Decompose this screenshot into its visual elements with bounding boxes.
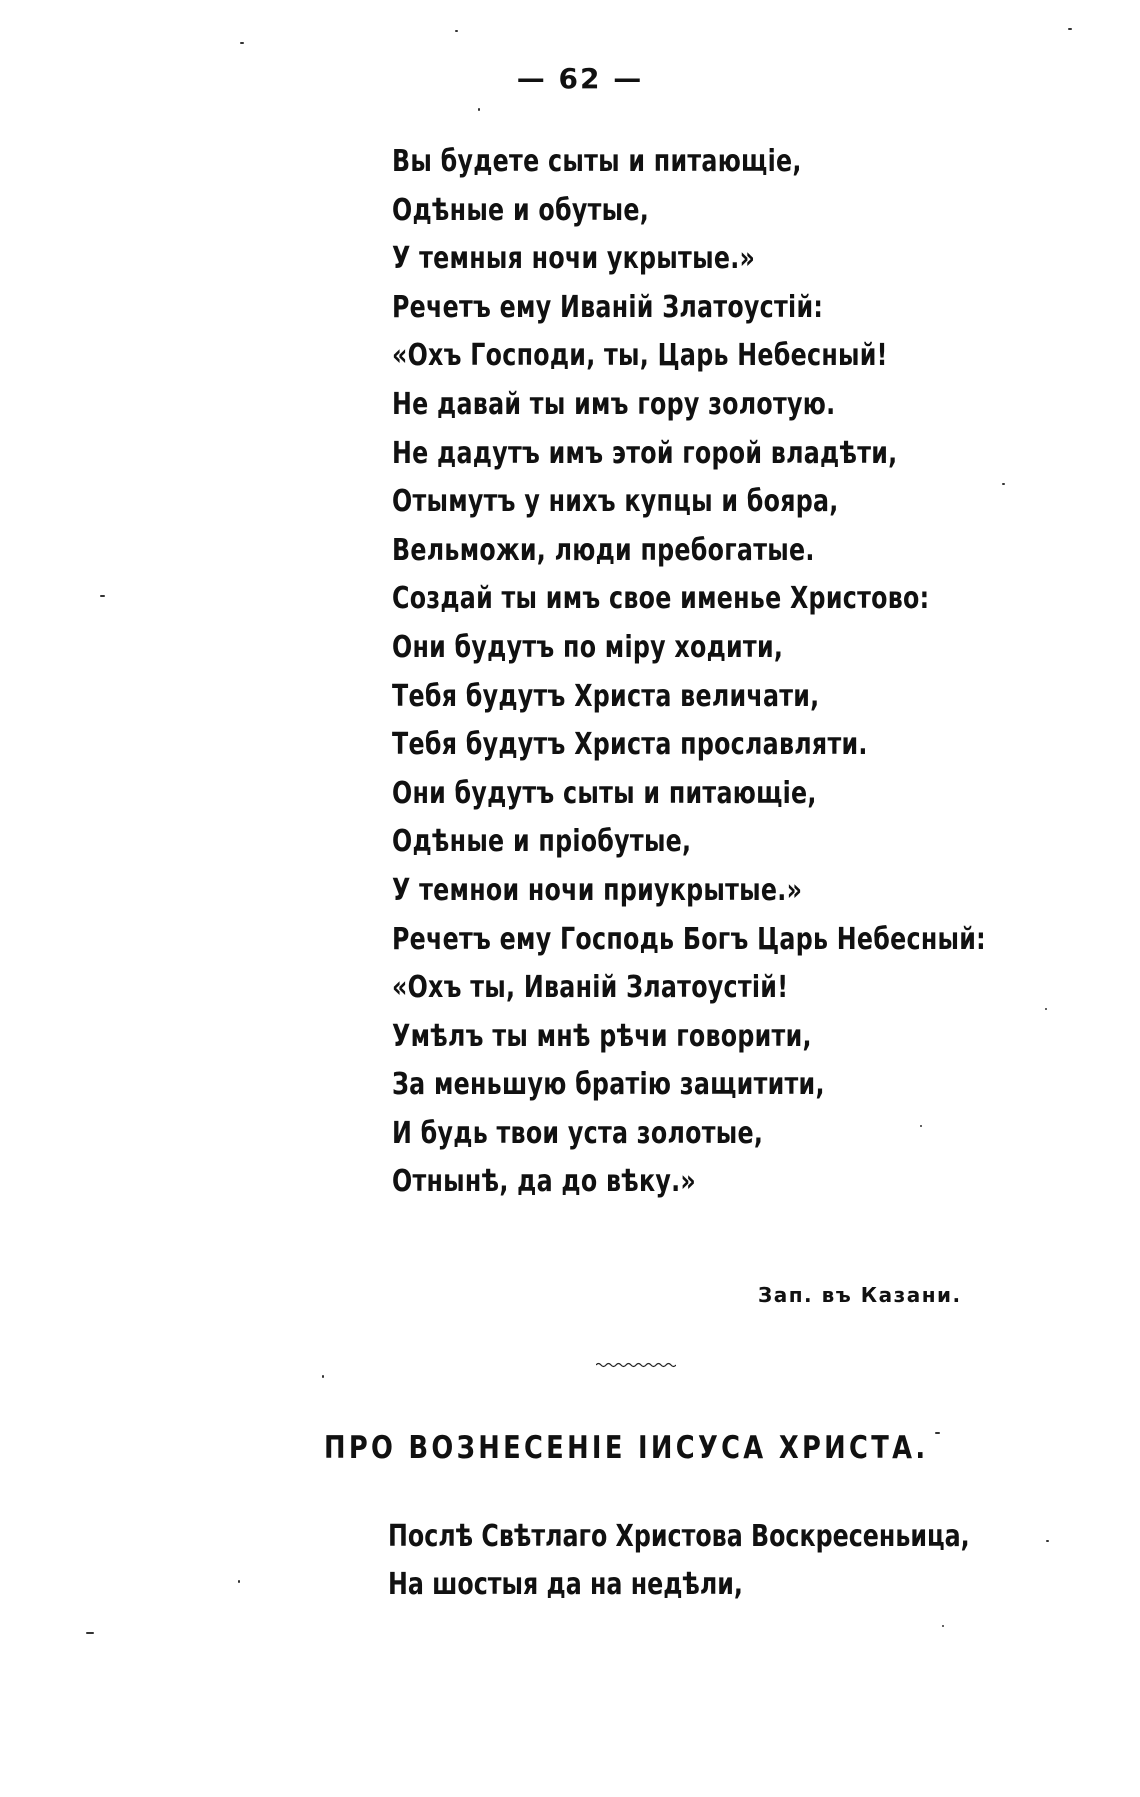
verse-line: Тебя будутъ Христа прославляти. (392, 727, 868, 763)
source-attribution: Зап. въ Казани. (758, 1283, 962, 1307)
verse-line: Одѣные и пріобутые, (392, 824, 692, 860)
verse-line: Создай ты имъ свое именье Христово: (392, 581, 930, 617)
scan-speck (1045, 1008, 1047, 1010)
verse-line: Не давай ты имъ гору золотую. (392, 386, 836, 422)
scan-speck (942, 1625, 944, 1627)
page-number: — 62 — (516, 62, 644, 95)
verse-line: Умѣлъ ты мнѣ рѣчи говорити, (392, 1018, 812, 1054)
wavy-divider (596, 1362, 676, 1368)
verse-line: Отымутъ у нихъ купцы и бояра, (392, 484, 839, 520)
verse-line: У темныя ночи укрытые.» (392, 241, 756, 277)
verse-line: На шостыя да на недѣли, (388, 1567, 743, 1602)
scan-speck (86, 1632, 94, 1634)
verse-line: Отнынѣ, да до вѣку.» (392, 1164, 697, 1200)
verse-line: Не дадутъ имъ этой горой владѣти, (392, 435, 898, 471)
scan-speck (478, 108, 480, 111)
verse-line: Тебя будутъ Христа величати, (392, 678, 820, 714)
scan-speck (1046, 1540, 1049, 1542)
section-heading: ПРО ВОЗНЕСЕНІЕ ІИСУСА ХРИСТА. (324, 1430, 929, 1466)
poem-verse-block (392, 138, 1067, 1207)
verse-line: Речетъ ему Иваній Златоустій: (392, 289, 824, 325)
scan-speck (920, 1125, 922, 1127)
verse-line: У темнои ночи приукрытые.» (392, 872, 803, 908)
scan-speck (238, 1580, 240, 1583)
scan-speck (1068, 28, 1072, 30)
poem-verse-block-2 (388, 1513, 1049, 1609)
verse-line: За меньшую братію защитити, (392, 1067, 825, 1103)
verse-line: Они будутъ по міру ходити, (392, 629, 784, 665)
verse-line: Вельможи, люди пребогатые. (392, 532, 815, 568)
verse-line: Одѣные и обутые, (392, 192, 650, 228)
verse-line: Вы будете сыты и питающіе, (392, 144, 802, 179)
scan-speck (935, 1432, 940, 1434)
scan-speck (322, 1375, 324, 1378)
verse-line: Они будутъ сыты и питающіе, (392, 775, 817, 811)
scan-speck (1002, 483, 1005, 485)
verse-line: Послѣ Свѣтлаго Христова Воскресеньица, (388, 1519, 970, 1554)
verse-line: Речетъ ему Господь Богъ Царь Небесный: (392, 921, 986, 957)
verse-line: «Охъ ты, Иваній Златоустій! (392, 970, 789, 1006)
scan-speck (240, 42, 244, 44)
scan-speck (455, 30, 458, 32)
verse-line: И будь твои уста золотые, (392, 1115, 764, 1151)
scan-speck (100, 595, 105, 597)
verse-line: «Охъ Господи, ты, Царь Небесный! (392, 338, 888, 374)
